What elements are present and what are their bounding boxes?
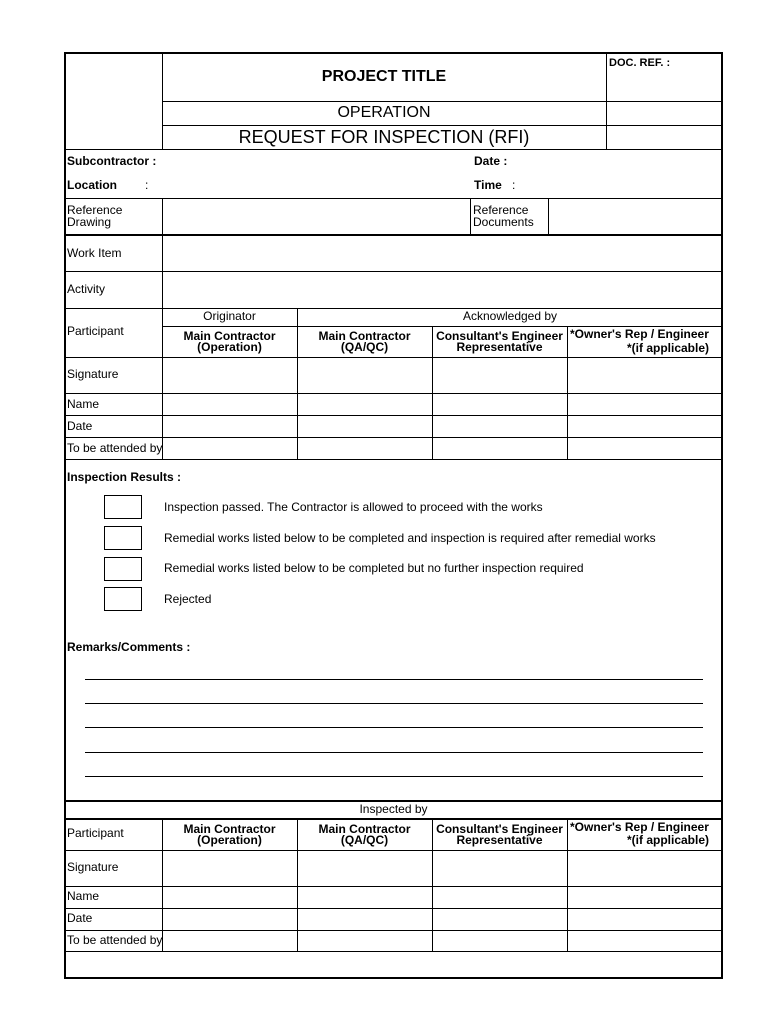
divider [64, 908, 723, 909]
inspection-results-label: Inspection Results : [67, 470, 182, 484]
divider [64, 149, 723, 150]
column-header-line: (QA/QC) [340, 833, 389, 847]
column-header-owners-rep-note: *(if applicable) [626, 341, 709, 355]
doc-ref-label: DOC. REF. : [609, 57, 671, 69]
inspection-option-label: Remedial works listed below to be completed but no further inspection required [164, 561, 584, 575]
divider [548, 198, 549, 235]
column-header-main-contractor-qaqc [297, 820, 432, 850]
signature-row-label: Signature [67, 367, 119, 381]
divider [64, 437, 723, 438]
name-row-label: Name [67, 889, 100, 903]
column-header-line: Consultant's Engineer [436, 329, 563, 343]
inspection-option-label: Rejected [164, 592, 212, 606]
to-be-attended-by-row-label: To be attended by [67, 933, 163, 947]
location-label: Location [67, 178, 117, 192]
column-header-consultants-engineer [432, 820, 567, 850]
remedial-no-reinspect-checkbox[interactable] [104, 557, 142, 581]
column-header-line: Main Contractor [318, 822, 411, 836]
divider [64, 393, 723, 394]
divider [64, 459, 723, 460]
column-header-owners-rep-note: *(if applicable) [626, 833, 709, 847]
column-header-main-contractor-qaqc [297, 327, 432, 357]
remarks-line[interactable] [85, 727, 703, 728]
reference-documents-label: Reference [473, 203, 529, 217]
column-header-main-contractor-operation [162, 327, 297, 357]
column-header-line: (Operation) [197, 833, 262, 847]
remarks-line[interactable] [85, 752, 703, 753]
inspected-by-label: Inspected by [359, 802, 428, 816]
divider [64, 951, 723, 952]
column-header-line: Main Contractor [183, 822, 276, 836]
column-header-line: Main Contractor [183, 329, 276, 343]
divider [162, 101, 723, 102]
column-header-line: Main Contractor [318, 329, 411, 343]
reference-drawing-label: Reference [67, 203, 123, 217]
divider [162, 198, 163, 235]
location-colon: : [145, 178, 149, 192]
project-title: PROJECT TITLE [321, 68, 447, 85]
column-header-line: Consultant's Engineer [436, 822, 563, 836]
column-header-owners-rep: *Owner's Rep / Engineer [570, 327, 709, 341]
to-be-attended-by-row-label: To be attended by [67, 441, 163, 455]
signature-row-label: Signature [67, 860, 119, 874]
divider [64, 357, 723, 358]
inspection-option-label: Inspection passed. The Contractor is allowed to proceed with the works [164, 500, 543, 514]
reference-documents-label: Documents [473, 215, 534, 229]
column-header-line: (QA/QC) [340, 340, 389, 354]
operation-label: OPERATION [337, 104, 431, 121]
rejected-checkbox[interactable] [104, 587, 142, 611]
divider [64, 886, 723, 887]
time-colon: : [512, 178, 516, 192]
acknowledged-by-label: Acknowledged by [462, 309, 558, 323]
work-item-label: Work Item [67, 246, 122, 260]
time-label: Time [474, 178, 502, 192]
name-row-label: Name [67, 397, 100, 411]
originator-label: Originator [203, 309, 256, 323]
reference-drawing-label: Drawing [67, 215, 112, 229]
remedial-reinspect-checkbox[interactable] [104, 526, 142, 550]
divider [64, 415, 723, 416]
divider [567, 819, 568, 951]
date-row-label: Date [67, 419, 93, 433]
column-header-main-contractor-operation [162, 820, 297, 850]
inspection-option-label: Remedial works listed below to be completed and inspection is required after remedial works [164, 531, 656, 545]
divider [470, 198, 471, 235]
inspection-passed-checkbox[interactable] [104, 495, 142, 519]
remarks-label: Remarks/Comments : [67, 640, 191, 654]
divider [64, 850, 723, 851]
remarks-line[interactable] [85, 703, 703, 704]
participant-label: Participant [67, 324, 124, 338]
subcontractor-label: Subcontractor : [67, 154, 157, 168]
activity-label: Activity [67, 282, 106, 296]
remarks-line[interactable] [85, 776, 703, 777]
divider [64, 271, 723, 272]
form-title: REQUEST FOR INSPECTION (RFI) [238, 127, 530, 147]
remarks-line[interactable] [85, 679, 703, 680]
column-header-owners-rep: *Owner's Rep / Engineer [570, 820, 709, 834]
column-header-line: Representative [456, 833, 543, 847]
column-header-consultants-engineer [432, 327, 567, 357]
date-row-label: Date [67, 911, 93, 925]
column-header-line: Representative [456, 340, 543, 354]
column-header-line: (Operation) [197, 340, 262, 354]
participant-label: Participant [67, 826, 124, 840]
date-label: Date : [474, 154, 508, 168]
divider [64, 930, 723, 931]
divider [162, 125, 723, 126]
divider [64, 308, 723, 309]
